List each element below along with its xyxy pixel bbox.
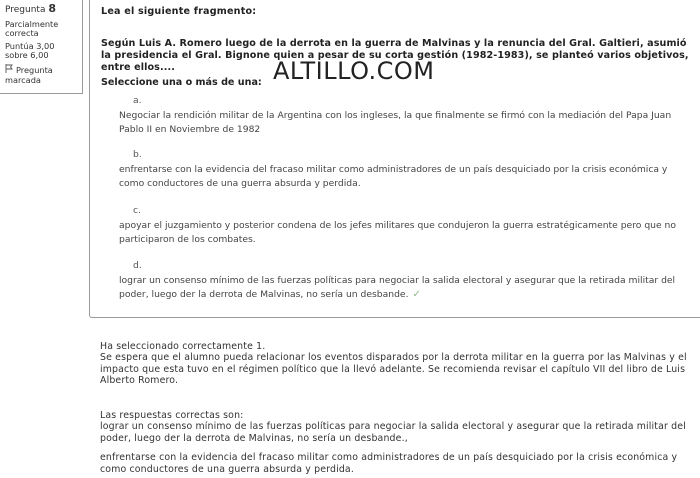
question-stem: Según Luis A. Romero luego de la derrota en la guerra de Malvinas y la renuncia del Gral. Galtieri, asumió la presidencia el Gral. Bignone quien a pesar de su corta gestión (1982-1983), se planteó varios objetivos, entre ellos.... — [101, 38, 689, 73]
option-b[interactable] — [119, 148, 694, 192]
option-text: enfrentarse con la evidencia del fracaso militar como administradores de un país desquiciado por la crisis económica y como conductores de una guerra absurda y perdida. — [119, 163, 668, 189]
correct-answer-2: enfrentarse con la evidencia del fracaso militar como administradores de un país desquiciado por la crisis económica y como conductores de una guerra absurda y perdida. — [100, 452, 678, 475]
question-status: Parcialmente correcta — [5, 18, 59, 39]
flag-question-toggle[interactable] — [5, 64, 77, 85]
option-letter: c. — [133, 205, 141, 216]
question-number-value: 8 — [48, 2, 57, 15]
option-a[interactable] — [119, 94, 694, 138]
option-c[interactable] — [119, 204, 694, 248]
flag-label: Pregunta marcada — [5, 64, 53, 85]
option-d[interactable] — [119, 259, 694, 303]
option-text: lograr un consenso mínimo de las fuerzas políticas para negociar la salida electoral y asegurar que la retirada militar del poder, luego der la derrota de Malvinas, no sería un desbande. — [119, 274, 676, 300]
check-icon: ✓ — [412, 289, 421, 300]
selected-feedback: Ha seleccionado correctamente 1. — [100, 341, 266, 352]
question-label: Pregunta — [5, 5, 46, 15]
option-letter: b. — [133, 149, 142, 160]
question-intro: Lea el siguiente fragmento: — [101, 6, 257, 17]
watermark: ALTILLO.COM — [273, 57, 435, 85]
option-letter: d. — [133, 260, 142, 271]
general-feedback: Se espera que el alumno pueda relacionar los eventos disparados por la derrota militar en la guerra por las Malvinas y el impacto que esta tuvo en el régimen político que la llevó adelante. Se recomienda revisar el capítulo VII del libro de Luis Alberto Romero. — [100, 352, 687, 387]
option-text: apoyar el juzgamiento y posterior condena de los jefes militares que condujeron la guerra estratégicamente pero que no participaron de los combates. — [119, 219, 676, 245]
correct-answers-block — [100, 410, 696, 475]
answer-prompt: Seleccione una o más de una: — [101, 77, 262, 88]
question-number — [5, 4, 77, 16]
question-panel — [89, 0, 700, 318]
option-letter: a. — [133, 95, 142, 106]
option-text: Negociar la rendición militar de la Argentina con los ingleses, la que finalmente se firmó con la mediación del Papa Juan Pablo II en Noviembre de 1982 — [119, 109, 672, 135]
feedback-block — [100, 341, 696, 387]
correct-answers-label: Las respuestas correctas son: — [100, 410, 244, 421]
correct-answer-1: lograr un consenso mínimo de las fuerzas políticas para negociar la salida electoral y asegurar que la retirada militar del poder, luego der la derrota de Malvinas, no sería un desbande., — [100, 421, 686, 444]
question-score: Puntúa 3,00 sobre 6,00 — [5, 40, 55, 61]
question-info-box — [0, 0, 83, 94]
